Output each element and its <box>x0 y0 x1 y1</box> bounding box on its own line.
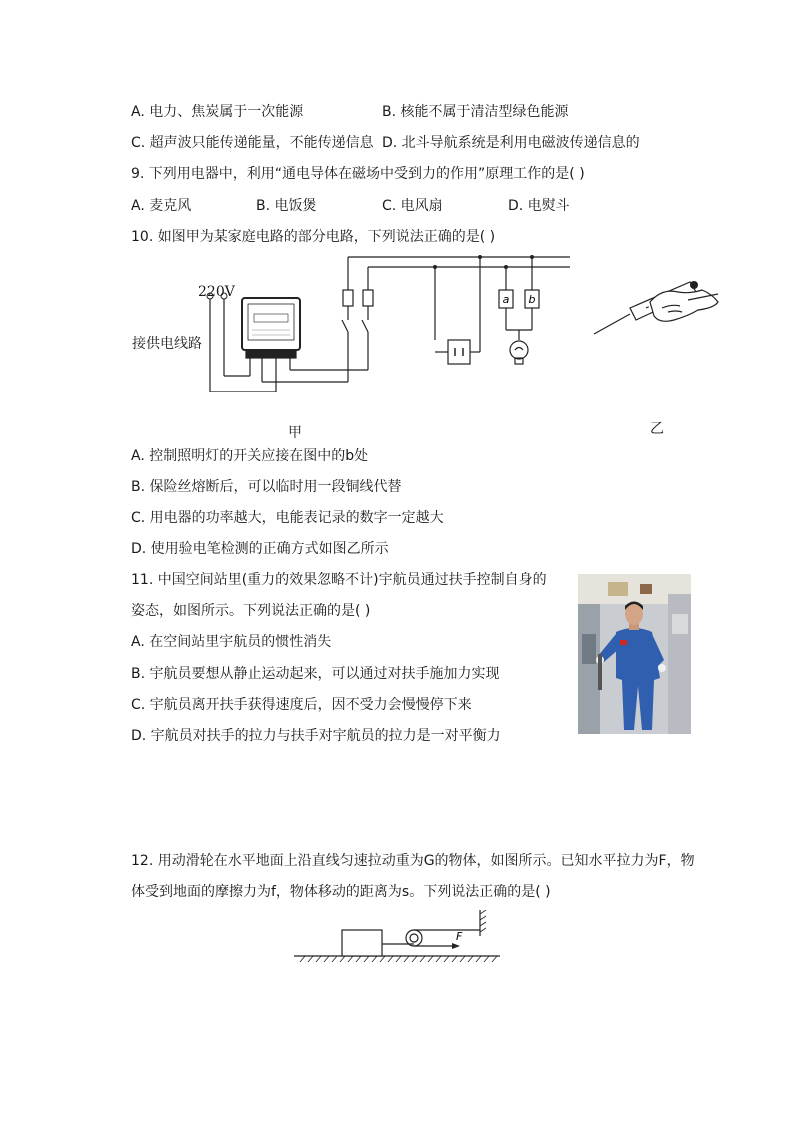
q11-option-c: C. 宇航员离开扶手获得速度后，因不受力会慢慢停下来 <box>131 697 472 713</box>
q9-stem: 9. 下列用电器中，利用“通电导体在磁场中受到力的作用”原理工作的是( ) <box>131 166 585 182</box>
q11-option-a: A. 在空间站里宇航员的惯性消失 <box>131 634 332 650</box>
figure-caption-jia: 甲 <box>288 425 302 441</box>
q11-option-b: B. 宇航员要想从静止运动起来，可以通过对扶手施加力实现 <box>131 666 500 682</box>
force-F-label: F <box>456 930 463 943</box>
q9-option-a: A. 麦克风 <box>131 198 192 214</box>
household-circuit-figure <box>190 252 580 392</box>
figure-caption-yi: 乙 <box>650 421 664 437</box>
q10-stem: 10. 如图甲为某家庭电路的部分电路，下列说法正确的是( ) <box>131 229 496 245</box>
pulley-figure <box>292 910 504 966</box>
q11-option-d: D. 宇航员对扶手的拉力与扶手对宇航员的拉力是一对平衡力 <box>131 728 501 744</box>
q8-option-d: D. 北斗导航系统是利用电磁波传递信息的 <box>382 135 640 151</box>
q10-option-a: A. 控制照明灯的开关应接在图中的b处 <box>131 448 369 464</box>
switch-a-label: a <box>502 293 510 306</box>
q10-option-b: B. 保险丝熔断后，可以临时用一段铜线代替 <box>131 479 402 495</box>
astronaut-photo <box>578 574 691 734</box>
q8-option-a: A. 电力、焦炭属于一次能源 <box>131 104 304 120</box>
q8-option-b: B. 核能不属于清洁型绿色能源 <box>382 104 569 120</box>
q12-stem-line1: 12. 用动滑轮在水平地面上沿直线匀速拉动重为G的物体，如图所示。已知水平拉力为F，物 <box>131 853 695 869</box>
q9-option-b: B. 电饭煲 <box>256 198 317 214</box>
supply-line-label: 接供电线路 <box>132 336 202 352</box>
q9-option-c: C. 电风扇 <box>382 198 443 214</box>
q8-option-c: C. 超声波只能传递能量，不能传递信息 <box>131 135 374 151</box>
q12-stem-line2: 体受到地面的摩擦力为f，物体移动的距离为s。下列说法正确的是( ) <box>131 884 551 900</box>
q10-option-c: C. 用电器的功率越大，电能表记录的数字一定越大 <box>131 510 444 526</box>
q10-option-d: D. 使用验电笔检测的正确方式如图乙所示 <box>131 541 389 557</box>
switch-b-label: b <box>528 293 536 306</box>
test-pen-figure <box>590 278 725 340</box>
voltage-label: 220V <box>198 284 235 300</box>
q11-stem-line2: 姿态，如图所示。下列说法正确的是( ) <box>131 603 371 619</box>
q11-stem-line1: 11. 中国空间站里(重力的效果忽略不计)宇航员通过扶手控制自身的 <box>131 572 547 588</box>
q9-option-d: D. 电熨斗 <box>508 198 570 214</box>
